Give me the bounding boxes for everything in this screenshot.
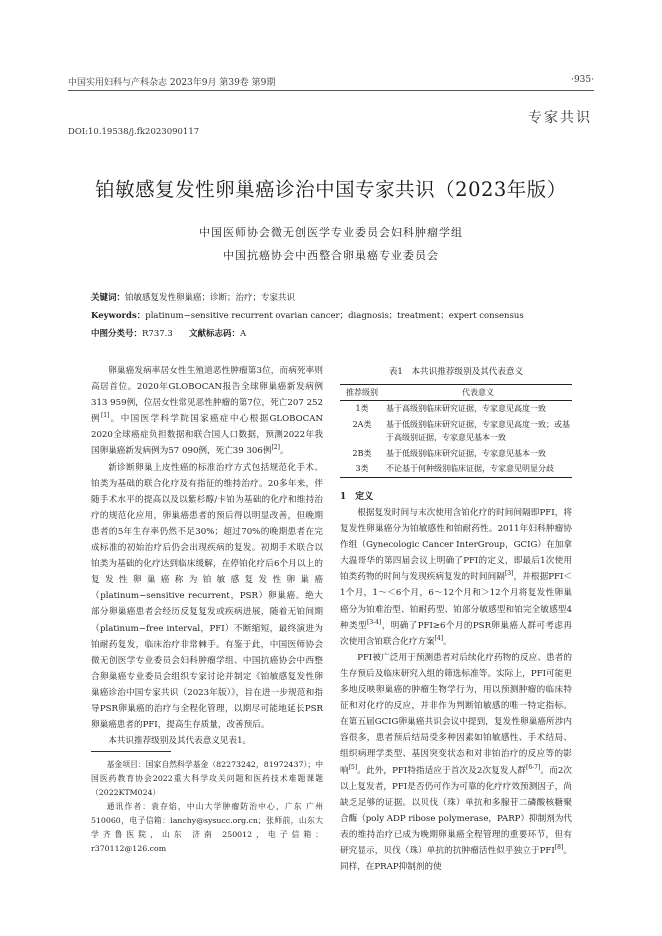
footnote-correspondence: 通讯作者：袁存焰，中山大学肿瘤防治中心，广东 广州 510060，电子信箱：lanchy@sysucc.org.cn；张师前，山东大学齐鲁医院，山东 济南 250012，电子信箱：r370112@126.com bbox=[91, 802, 323, 853]
table-row: 1类 基于高级别临床研究证据，专家意见高度一致 bbox=[355, 404, 546, 413]
paper-title: 铂敏感复发性卵巢癌诊治中国专家共识（2023年版） bbox=[95, 178, 567, 201]
keywords-cn bbox=[91, 291, 295, 303]
doc-code-value: A bbox=[239, 329, 247, 339]
journal-header: 中国实用妇科与产科杂志 2023年9月 第39卷 第9期 bbox=[68, 78, 276, 88]
footnote-fund: 基金项目：国家自然科学基金（82273242，81972437）；中国医药教育协会2022重大科学攻关问题和医药技术难题课题（2022KTM024） bbox=[91, 760, 323, 797]
page-number: ·935· bbox=[571, 75, 594, 85]
keywords-en bbox=[91, 309, 524, 321]
table-row: 2A类 基于低级别临床研究证据，专家意见高度一致；或基于高级别证据，专家意见基本一致 bbox=[352, 419, 570, 442]
table-row: 3类 不论基于何种级别临床证据，专家意见明显分歧 bbox=[340, 461, 572, 477]
table-caption: 表1 本共识推荐级别及其代表意义 bbox=[388, 367, 524, 377]
footnote bbox=[91, 758, 323, 856]
paragraph-intro: 卵巢癌发病率居女性生殖道恶性肿瘤第3位，而病死率则高居首位。2020年GLOBOCAN报告全球卵巢癌新发病例313 959例，位居女性常见恶性肿瘤的第7位，死亡207 252例[1]。中国医学科学院国家癌症中心根据GLOBOCAN 2020全球癌症负担数据和联合国人口数据，预测2022年我国卵巢癌新发病例为57 090例，死亡39 306例[2]。 bbox=[91, 366, 323, 457]
paragraph-definition: 根据复发时间与末次使用含铂化疗的时间间隔即PFI，将复发性卵巢癌分为铂敏感性和铂耐药性。2011年妇科肿瘤协作组（Gynecologic Cancer InterGroup，GCIG）在加拿大温哥华的第四届会议上明确了PFI的定义，即最后1次使用铂类药物的时间与发现疾病复发的时间间隔[3]，并根据PFI＜1个月，1～＜6个月，6～12个月和＞12个月将复发性卵巢癌分为铂难治型、铂耐药型、铂部分敏感型和铂完全敏感型4种类型[3-4]，明确了PFI≥6个月的PSR卵巢癌人群可考虑再次使用含铂联合化疗方案[4]。 bbox=[340, 508, 572, 647]
doi: DOI:10.19538/j.fk2023090117 bbox=[68, 127, 200, 137]
keywords-en-value: platinum−sensitive recurrent ovarian cancer；diagnosis；treatment；expert consensus bbox=[145, 311, 524, 321]
table-row: 2B类 基于低级别临床研究证据，专家意见基本一致 bbox=[352, 448, 546, 458]
paragraph-table-ref: 本共识推荐级别及其代表意义见表1。 bbox=[108, 736, 252, 747]
classification bbox=[91, 327, 246, 339]
clc-label: 中图分类号： bbox=[91, 329, 143, 339]
author-group-1: 中国医师协会微无创医学专业委员会妇科肿瘤学组 bbox=[199, 226, 463, 239]
header-rule bbox=[68, 90, 594, 91]
paragraph-pfi: PFI被广泛用于预测患者对后续化疗药物的反应、患者的生存预后及临床研究入组的筛选标准等。实际上，PFI可能更多地反映卵巢癌的肿瘤生物学行为，用以预测肿瘤的临床特征和对化疗的反应，并非作为判断铂敏感的唯一特定指标。在第五届GCIG卵巢癌共识会议中提到，复发性卵巢癌所涉内容很多，患者预后结局受多种因素如铂敏感性、手术结局、组织病理学类型、基因突变状态和对非铂治疗的反应等的影响[5]。此外，PFI特指适应于首次及2次复发人群[6-7]。而2次以上复发者，PFI是否仍可作为可靠的化疗疗效预测因子，尚缺乏足够的证据。以贝伐（珠）单抗和多腺苷二磷酸核糖聚合酶（poly ADP ribose polymerase，PARP）抑制剂为代表的维持治疗已成为晚期卵巢癌全程管理的重要环节，但有研究显示，贝伐（珠）单抗的抗肿瘤活性似乎独立于PFI[8]。同样，在PRAP抑制剂的使 bbox=[340, 652, 573, 873]
keywords-cn-label: 关键词： bbox=[91, 293, 126, 303]
table-header-row bbox=[340, 385, 572, 401]
keywords-cn-value: 铂敏感复发性卵巢癌；诊断；治疗；专家共识 bbox=[125, 293, 296, 303]
table-header: 推荐级别 bbox=[340, 385, 384, 401]
footnote-rule bbox=[91, 751, 171, 752]
table-header: 代表意义 bbox=[384, 385, 572, 401]
doc-code-label: 文献标志码： bbox=[188, 329, 240, 339]
clc-value: R737.3 bbox=[142, 329, 173, 339]
keywords-en-label: Keywords： bbox=[91, 311, 146, 321]
right-column bbox=[340, 505, 572, 875]
paragraph-background: 新诊断卵巢上皮性癌的标准治疗方式包括规范化手术、铂类为基础的联合化疗及有指征的维持治疗。20多年来，伴随手术水平的提高以及以紫杉醇/卡铂为基础的化疗和维持治疗的规范化应用，卵巢癌患者的预后得以明显改善，但晚期患者的5年生存率仍然不足30%；超过70%的晚期患者在完成标准的初始治疗后仍会出现疾病的复发。初期手术联合以铂类为基础的化疗达到临床缓解，在停铂化疗后6个月以上的复发性卵巢癌称为铂敏感复发性卵巢癌（platinum−sensitive recurrent，PSR）卵巢癌。绝大部分卵巢癌患者会经历反复复发或疾病进展，随着无铂间期（platinum−free interval，PFI）不断缩短，最终演进为铂耐药复发，临床治疗非常棘手。有鉴于此，中国医师协会微无创医学专业委员会妇科肿瘤学组、中国抗癌协会中西整合卵巢癌专业委员会组织专家讨论并制定《铂敏感复发性卵巢癌诊治中国专家共识（2023年版）》，旨在进一步规范和指导PSR卵巢癌的治疗与全程化管理，以期尽可能地延长PSR卵巢癌患者的PFI，提高生存质量，改善预后。 bbox=[91, 462, 323, 731]
recommendation-table bbox=[340, 384, 572, 478]
author-group-2: 中国抗癌协会中西整合卵巢癌专业委员会 bbox=[223, 249, 439, 262]
section-heading: 1 定义 bbox=[340, 492, 374, 502]
column-label: 专家共识 bbox=[528, 110, 592, 126]
left-column bbox=[91, 363, 323, 749]
